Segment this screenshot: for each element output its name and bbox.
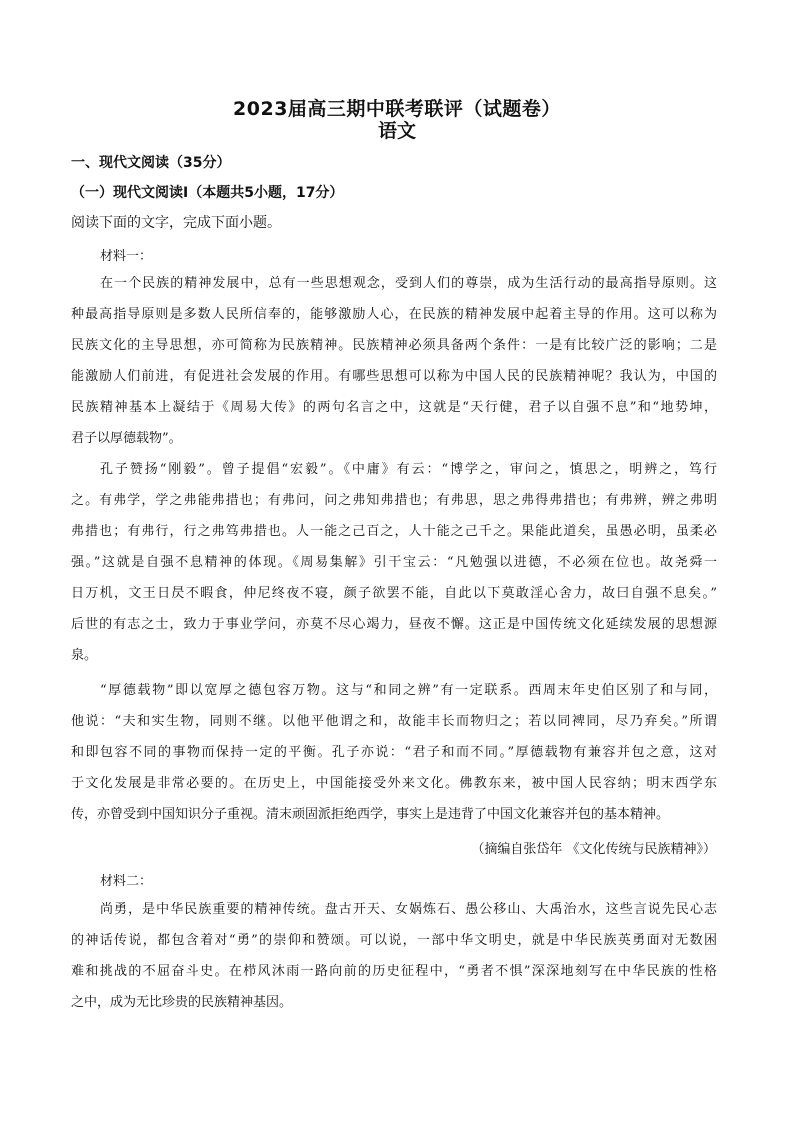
material-two-label: 材料二： bbox=[100, 874, 153, 889]
subsection-heading: （一）现代文阅读Ⅰ（本题共5小题，17分） bbox=[71, 185, 344, 201]
paragraph-line: 尚勇，是中华民族重要的精神传统。盘古开天、女娲炼石、愚公移山、大禹治水，这些言说先民心志 bbox=[100, 902, 717, 917]
paragraph-line: 他说：“夫和实生物，同则不继。以他平他谓之和，故能丰长而物归之；若以同裨同，尽乃弃矣。”所谓 bbox=[71, 714, 717, 729]
paragraph-line: 的神话传说，都包含着对“勇”的崇仰和赞颂。可以说，一部中华文明史，就是中华民族英勇面对无数困 bbox=[71, 933, 717, 948]
section-heading: 一、现代文阅读（35分） bbox=[71, 155, 231, 171]
paragraph-line: 民族精神基本上凝结于《周易大传》的两句名言之中，这就是“天行健，君子以自强不息”和“地势坤， bbox=[71, 400, 717, 415]
paragraph-line: 能激励人们前进，有促进社会发展的作用。有哪些思想可以称为中国人民的民族精神呢？我认为，中国的 bbox=[71, 369, 717, 384]
paragraph-line: 传，亦曾受到中国知识分子重视。清末顽固派拒绝西学，事实上是违背了中国文化兼容并包的基本精神。 bbox=[71, 807, 670, 822]
subject-title: 语文 bbox=[377, 120, 416, 142]
paragraph-line: 孔子赞扬“刚毅”。曾子提倡“宏毅”。《中庸》有云：“博学之，审问之，慎思之，明辨之，笃行 bbox=[100, 462, 717, 477]
paragraph-line: 难和挑战的不屈奋斗史。在栉风沐雨一路向前的历史征程中，“勇者不惧”深深地刻写在中华民族的性格 bbox=[71, 964, 717, 979]
paragraph-line: 种最高指导原则是多数人民所信奉的，能够激励人心，在民族的精神发展中起着主导的作用。这可以称为 bbox=[71, 307, 717, 322]
paragraph-line: “厚德载物”即以宽厚之德包容万物。这与“和同之辨”有一定联系。西周末年史伯区别了和与同， bbox=[100, 683, 717, 698]
paragraph-line: 之。有弗学，学之弗能弗措也；有弗问，问之弗知弗措也；有弗思，思之弗得弗措也；有弗辨，辨之弗明 bbox=[71, 493, 717, 508]
exam-title: 2023届高三期中联考联评（试题卷） bbox=[233, 98, 561, 120]
paragraph-line: 弗措也；有弗行，行之弗笃弗措也。人一能之己百之，人十能之己千之。果能此道矣，虽愚必明，虽柔必 bbox=[71, 524, 717, 539]
paragraph-line: 民族文化的主导思想，亦可简称为民族精神。民族精神必须具备两个条件：一是有比较广泛的影响；二是 bbox=[71, 338, 717, 353]
paragraph-line: 之中，成为无比珍贵的民族精神基因。 bbox=[71, 995, 293, 1010]
source-citation: （摘编自张岱年 《文化传统与民族精神》） bbox=[471, 842, 716, 857]
paragraph-line: 后世的有志之士，致力于事业学问，亦莫不尽心竭力，昼夜不懈。这正是中国传统文化延续发展的思想源 bbox=[71, 617, 717, 632]
paragraph-line: 泉。 bbox=[71, 648, 98, 663]
paragraph-line: 在一个民族的精神发展中，总有一些思想观念，受到人们的尊崇，成为生活行动的最高指导原则。这 bbox=[100, 276, 717, 291]
paragraph-line: 于文化发展是非常必要的。在历史上，中国能接受外来文化。佛教东来，被中国人民容纳；明末西学东 bbox=[71, 776, 717, 791]
paragraph-line: 和即包容不同的事物而保持一定的平衡。孔子亦说：“君子和而不同。”厚德载物有兼容并包之意，这对 bbox=[71, 745, 717, 760]
instruction-text: 阅读下面的文字，完成下面小题。 bbox=[71, 215, 281, 231]
material-one-label: 材料一： bbox=[100, 249, 153, 264]
paragraph-line: 强。”这就是自强不息精神的体现。《周易集解》引干宝云：“凡勉强以进德，不必须在位也。故尧舜一 bbox=[71, 555, 717, 570]
paragraph-line: 日万机，文王日昃不暇食，仲尼终夜不寝，颜子欲罢不能，自此以下莫敢淫心舍力，故曰自强不息矣。” bbox=[71, 586, 717, 601]
paragraph-line: 君子以厚德载物”。 bbox=[71, 431, 182, 446]
